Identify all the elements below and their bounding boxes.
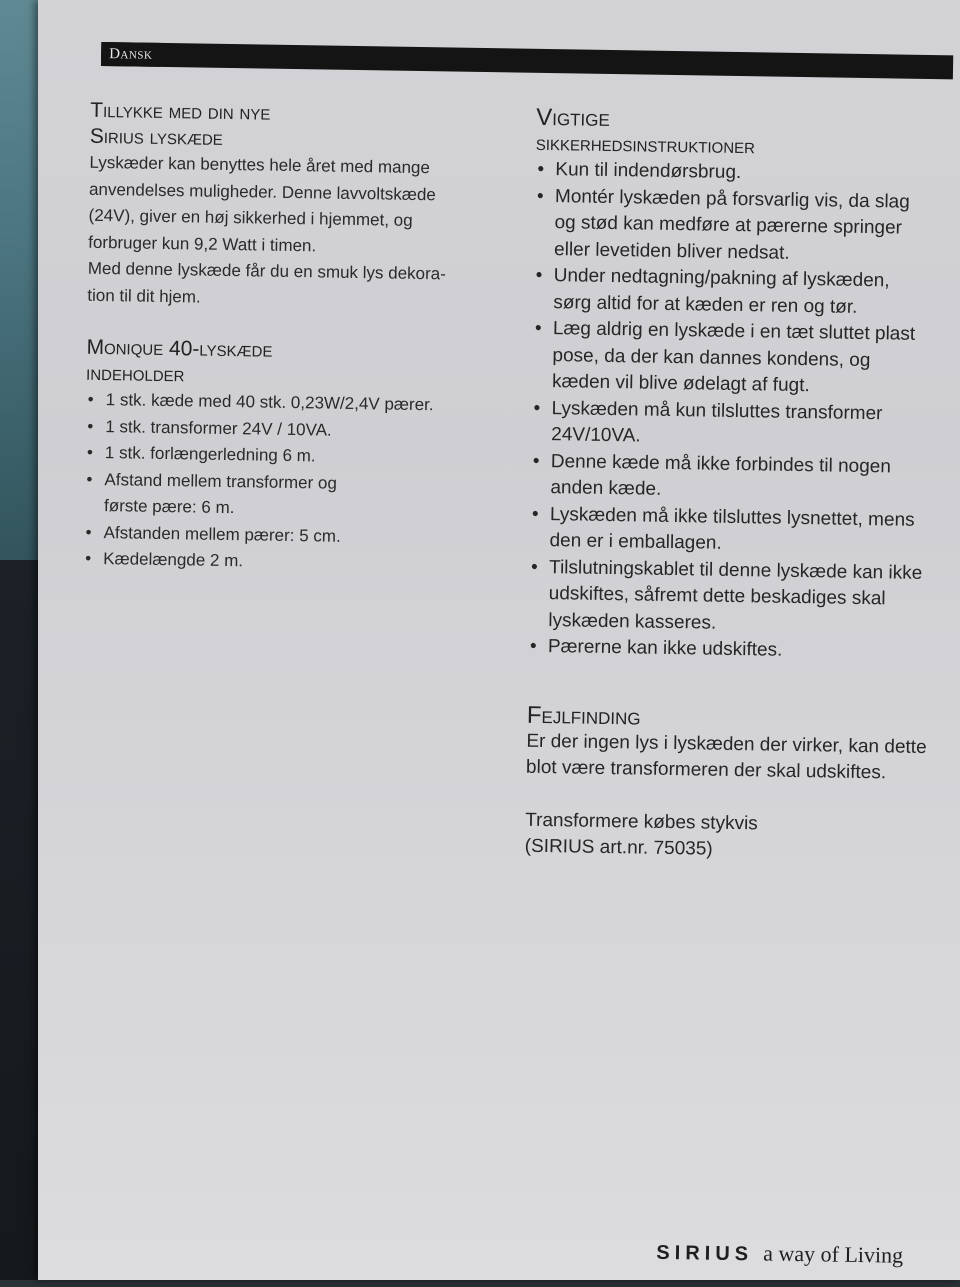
text-line: blot være transformeren der skal udskiftes.	[525, 756, 887, 784]
text-line: • Denne kæde må ikke forbindes til nogen	[550, 450, 892, 477]
text-line: • Lyskæden må ikke tilsluttes lysnettet, mens	[549, 503, 915, 531]
footer-logo	[656, 1239, 903, 1269]
contents-heading	[86, 335, 487, 393]
text-line: den er i emballagen.	[549, 530, 722, 554]
text-line: • Afstand mellem transformer og	[104, 469, 338, 493]
list-item	[83, 546, 483, 579]
text-line: • Tilslutningskablet til denne lyskæde kan ikke	[548, 556, 923, 584]
text-line: • Under nedtagning/pakning af lyskæden,	[553, 265, 890, 292]
text-line: sørg altid for at kæden er ren og tør.	[553, 291, 858, 318]
text-line: • 1 stk. kæde med 40 stk. 0,23W/2,4V pærer.	[105, 390, 434, 415]
contents-list	[83, 387, 486, 579]
brand-tagline: a way of Living	[763, 1240, 904, 1268]
text-line: • Montér lyskæden på forsvarlig vis, da slag	[554, 185, 910, 213]
heading-line: Monique 40-lyskæde	[86, 335, 273, 362]
text-line: • Pærerne kan ikke udskiftes.	[547, 636, 783, 661]
heading-line: Vigtige	[536, 103, 611, 132]
language-label: Dansk	[101, 42, 161, 67]
text-line: 24V/10VA.	[551, 424, 641, 447]
text-line: eller levetiden bliver nedsat.	[553, 238, 790, 264]
right-column	[525, 105, 947, 867]
list-item	[84, 466, 485, 525]
text-line: • Lyskæden må kun tilsluttes transformer	[551, 397, 883, 424]
text-line: • Læg aldrig en lyskæde i en tæt sluttet plast	[552, 318, 916, 345]
text-line: anden kæde.	[550, 477, 662, 500]
troubleshooting-heading: Fejlfinding	[526, 701, 641, 731]
list-item	[528, 554, 939, 640]
purchase-info	[525, 807, 936, 866]
list-item	[530, 448, 941, 507]
list-item	[533, 263, 944, 322]
list-item	[534, 183, 945, 269]
list-item	[532, 316, 943, 402]
heading-line: Tillykke med din nye	[90, 98, 271, 125]
text-line: Med denne lyskæde får du en smuk lys dekora-	[87, 258, 447, 284]
text-line: udskiftes, såfremt dette beskadiges skal	[548, 583, 886, 610]
safety-heading	[536, 105, 947, 163]
text-line: anvendelses muligheder. Denne lavvoltskæde	[88, 179, 436, 204]
heading-line: Sirius lyskæde	[89, 124, 223, 150]
heading-line: sikkerhedsinstruktioner	[535, 131, 756, 159]
text-line: Lyskæder kan benyttes hele året med mange	[89, 152, 431, 178]
text-line: pose, da der kan dannes kondens, og	[552, 344, 871, 371]
text-line: (SIRIUS art.nr. 75035)	[524, 835, 713, 860]
text-line: første pære: 6 m.	[103, 496, 235, 518]
text-line: • 1 stk. forlængerledning 6 m.	[104, 443, 316, 466]
text-line: lyskæden kasseres.	[548, 609, 717, 634]
header-bar	[101, 42, 953, 79]
list-item	[529, 501, 940, 560]
safety-list	[528, 157, 946, 667]
text-line: og stød kan medføre at pærerne springer	[554, 212, 903, 239]
text-line: • Kædelængde 2 m.	[103, 549, 244, 571]
list-item	[531, 395, 942, 454]
text-line: (24V), giver en høj sikkerhed i hjemmet, og	[88, 205, 413, 230]
troubleshooting-text	[526, 728, 937, 787]
text-line: kæden vil blive ødelagt af fugt.	[551, 371, 810, 397]
intro-text	[87, 150, 489, 315]
text-line: forbruger kun 9,2 Watt i timen.	[88, 232, 317, 255]
left-column	[83, 98, 490, 579]
welcome-heading	[90, 98, 491, 156]
text-line: Transformere købes stykvis	[525, 809, 758, 834]
text-line: • Afstanden mellem pærer: 5 cm.	[103, 522, 341, 546]
text-line: Er der ingen lys i lyskæden der virker, kan dette	[526, 730, 927, 758]
brand-name: SIRIUS	[656, 1241, 754, 1266]
heading-line: indeholder	[85, 361, 185, 387]
text-line: • 1 stk. transformer 24V / 10VA.	[105, 416, 332, 440]
text-line: • Kun til indendørsbrug.	[555, 159, 742, 184]
text-line: tion til dit hjem.	[87, 285, 201, 307]
